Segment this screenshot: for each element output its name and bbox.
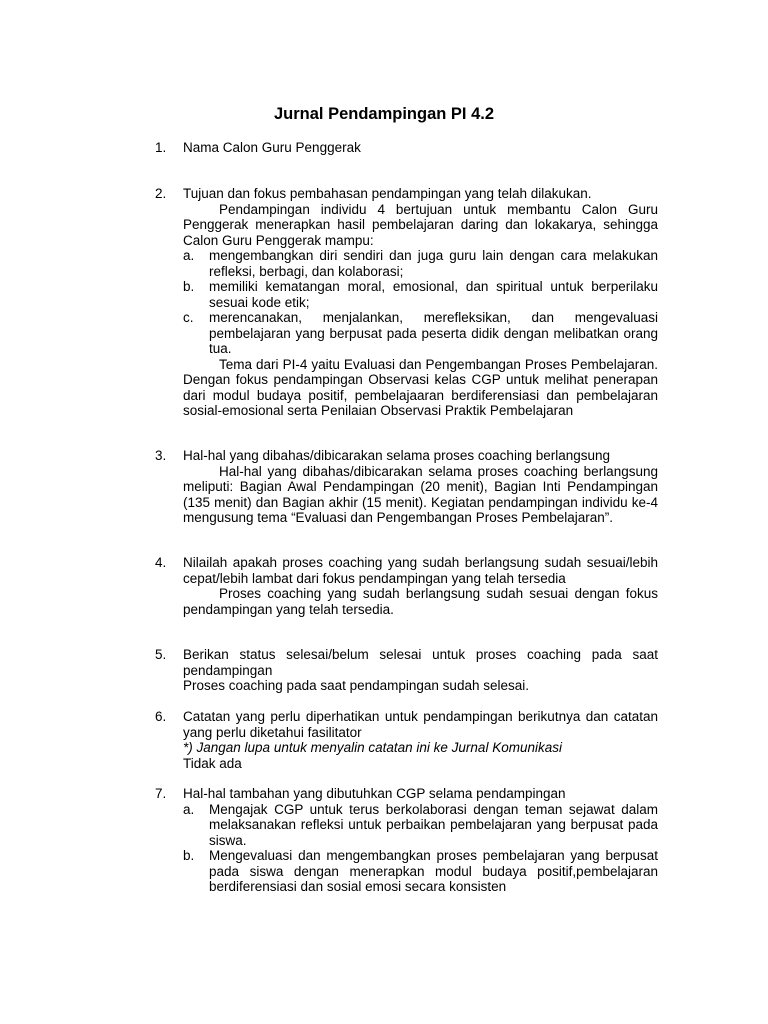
item-paragraph: Tidak ada [183, 755, 242, 771]
item-heading: Nama Calon Guru Penggerak [183, 140, 361, 155]
item-number: 4. [155, 555, 167, 570]
item-paragraph: Tema dari PI-4 yaitu Evaluasi dan Pengembangan Proses Pembelajaran. Dengan fokus pendampingan Observasi kelas CGP untuk melihat penerapan dari modul budaya positif, pembelajaaran berdiferensiasi dan pembelajaran sosial-emosional serta Penilaian Observasi Praktik Pembelajaran [183, 356, 658, 418]
list-item-7 [155, 786, 658, 895]
item-number: 5. [155, 647, 167, 662]
item-heading: Catatan yang perlu diperhatikan untuk pendampingan berikutnya dan catatan yang perlu diketahui fasilitator [183, 709, 658, 740]
item-number: 2. [155, 186, 167, 201]
item-number: 7. [155, 786, 167, 801]
sub-item-text: mengembangkan diri sendiri dan juga guru lain dengan cara melakukan refleksi, berbagi, dan kolaborasi; [209, 248, 658, 279]
item-heading: Tujuan dan fokus pembahasan pendampingan yang telah dilakukan. [183, 186, 592, 201]
sub-item-letter: b. [183, 279, 195, 294]
sub-item-text: Mengevaluasi dan mengembangkan proses pembelajaran yang berpusat pada siswa dengan menerapkan modul budaya positif,pembelajaran berdiferensiasi dan sosial emosi secara konsisten [209, 848, 658, 894]
sub-item-b [183, 848, 658, 895]
item-heading: Nilailah apakah proses coaching yang sudah berlangsung sudah sesuai/lebih cepat/lebih lambat dari fokus pendampingan yang telah tersedia [183, 555, 658, 586]
item-heading: Hal-hal yang dibahas/dibicarakan selama proses coaching berlangsung [183, 448, 611, 463]
list-item-1 [155, 140, 658, 156]
item-heading: Hal-hal tambahan yang dibutuhkan CGP selama pendampingan [183, 786, 566, 801]
sub-item-text: Mengajak CGP untuk terus berkolaborasi dengan teman sejawat dalam melaksanakan refleksi untuk perbaikan pembelajaran yang berpusat pada siswa. [209, 801, 658, 848]
item-paragraph: Proses coaching yang sudah berlangsung sudah sesuai dengan fokus pendampingan yang telah tersedia. [183, 586, 658, 617]
list-item-2 [155, 186, 658, 419]
sub-item-a [183, 802, 658, 849]
sub-item-a [183, 248, 658, 279]
list-item-5 [155, 647, 658, 694]
item-paragraph: Proses coaching pada saat pendampingan sudah selesai. [183, 678, 529, 693]
item-paragraph: Pendampingan individu 4 bertujuan untuk membantu Calon Guru Penggerak menerapkan hasil pembelajaran daring dan lokakarya, sehingga Calon Guru Penggerak mampu: [183, 201, 658, 248]
sub-item-b [183, 279, 658, 310]
sub-item-letter: a. [183, 248, 195, 263]
sub-item-letter: c. [183, 310, 194, 325]
sub-item-text: memiliki kematangan moral, emosional, dan spiritual untuk berperilaku sesuai kode etik; [209, 279, 658, 310]
item-paragraph: Hal-hal yang dibahas/dibicarakan selama proses coaching berlangsung meliputi: Bagian Awal Pendampingan (20 menit), Bagian Inti Pendampingan (135 menit) dan Bagian akhir (15 menit). Kegiatan pendampingan individu ke-4 mengusung tema “Evaluasi dan Pengembangan Proses Pembelajaran”. [183, 463, 658, 525]
item-number: 1. [155, 140, 167, 155]
list-item-4 [155, 555, 658, 617]
list-item-6 [155, 709, 658, 771]
item-heading: Berikan status selesai/belum selesai untuk proses coaching pada saat pendampingan [183, 647, 658, 678]
sub-item-c [183, 310, 658, 357]
sub-item-letter: a. [183, 801, 195, 817]
sub-item-text: merencanakan, menjalankan, merefleksikan, dan mengevaluasi pembelajaran yang berpusat pada peserta didik dengan melibatkan orang tua. [209, 310, 658, 356]
document-title: Jurnal Pendampingan PI 4.2 [273, 105, 495, 123]
item-number: 3. [155, 448, 167, 463]
item-note: *) Jangan lupa untuk menyalin catatan ini ke Jurnal Komunikasi [183, 740, 562, 755]
list-item-3 [155, 448, 658, 526]
sub-item-letter: b. [183, 848, 195, 863]
item-number: 6. [155, 709, 167, 724]
